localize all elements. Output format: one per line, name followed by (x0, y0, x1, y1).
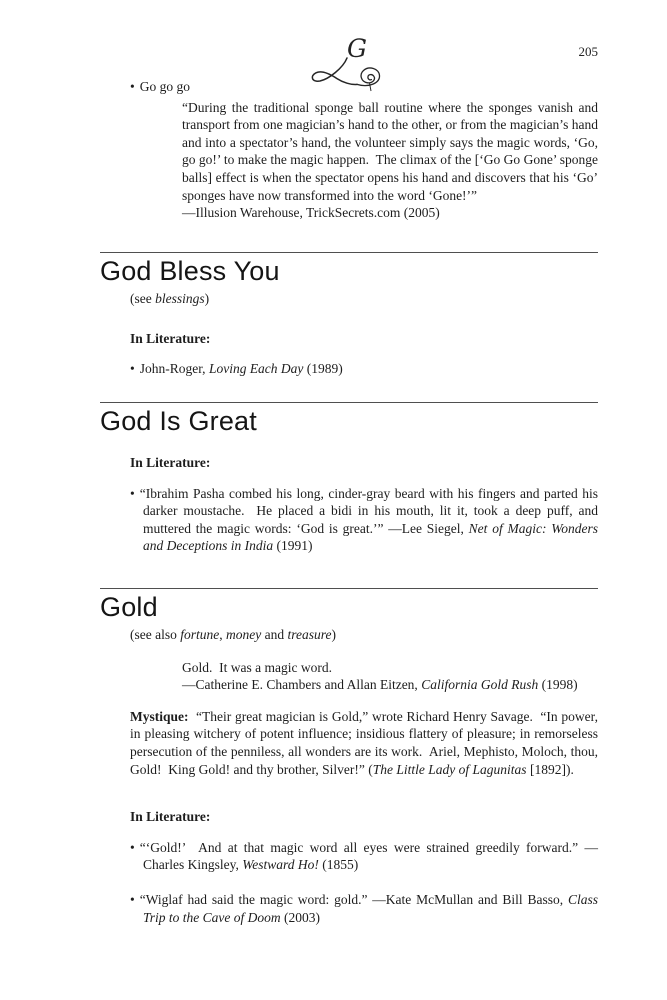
entry-gold (100, 588, 598, 926)
entry-god-bless-you (100, 252, 598, 378)
entry-heading-god-is-great: God Is Great (100, 406, 257, 436)
crossref-god-bless-you: (see blessings) (130, 291, 210, 306)
bullet-marker: • (130, 361, 135, 377)
entry-go-go-go (100, 78, 598, 222)
citation-text: “‘Gold!’ And at that magic word all eyes were strained greedily forward.” —Charles Kingsley, Westward Ho! (1855) (139, 839, 598, 873)
term-label: Go go go (139, 79, 190, 94)
quote-attribution-go-go-go: —Illusion Warehouse, TrickSecrets.com (2005) (182, 205, 440, 221)
in-literature-label: In Literature: (130, 455, 211, 470)
mystique-paragraph: Mystique: “Their great magician is Gold,” wrote Richard Henry Savage. “In power, in pleasing witchery of potent influence; insidious flattery of pleasure; in remorseless persecution of the penniless, all wonders are its work. Ariel, Mephisto, Moloch, thou, Gold! King Gold! and thy brother, Silver!” (The Little Lady of Lagunitas [1892]). (130, 708, 598, 777)
quote-attribution-gold: —Catherine E. Chambers and Allan Eitzen, California Gold Rush (1998) (182, 677, 578, 693)
bullet-marker: • (130, 891, 135, 907)
bullet-marker: • (130, 839, 135, 855)
bullet-marker: • (130, 79, 135, 94)
term-line-go-go-go (130, 78, 598, 96)
citation-text: “Ibrahim Pasha combed his long, cinder-gray beard with his fingers and parted his darker moustache. He placed a bidi in his mouth, lit it, took a deep puff, and muttered the magic words: ‘God is great.’” —Lee Siegel, Net of Magic: Wonders and Deceptions in India (1991) (139, 485, 598, 554)
in-literature-label: In Literature: (130, 330, 211, 346)
svg-text:G: G (347, 34, 367, 63)
citation-text: John-Roger, Loving Each Day (1989) (139, 361, 343, 377)
entry-god-is-great (100, 402, 598, 555)
block-quote-gold: Gold. It was a magic word. (182, 659, 332, 675)
list-item (130, 839, 598, 874)
in-literature-label: In Literature: (130, 809, 211, 825)
bullet-marker: • (130, 485, 135, 501)
page-number: 205 (578, 44, 598, 59)
entry-heading-god-bless-you: God Bless You (100, 256, 280, 286)
list-item (130, 891, 598, 926)
citation-text: “Wiglaf had said the magic word: gold.” —Kate McMullan and Bill Basso, Class Trip to the Cave of Doom (2003) (139, 891, 598, 925)
list-item (130, 485, 598, 555)
block-quote-go-go-go: “During the traditional sponge ball routine where the sponges vanish and transport from one magician’s hand to the other, or from the magician’s hand and into a spectator’s hand, the volunteer simply says the magic words, ‘Go, go go!’ to make the magic happen. The climax of the [‘Go Go Gone’ sponge balls] effect is when the spectator opens his hand and discovers that his ‘Go’ sponges have now transformed into the word ‘Gone!’” (182, 99, 598, 203)
entry-heading-gold: Gold (100, 592, 158, 622)
crossref-gold: (see also fortune, money and treasure) (130, 627, 336, 642)
list-item (130, 360, 598, 378)
